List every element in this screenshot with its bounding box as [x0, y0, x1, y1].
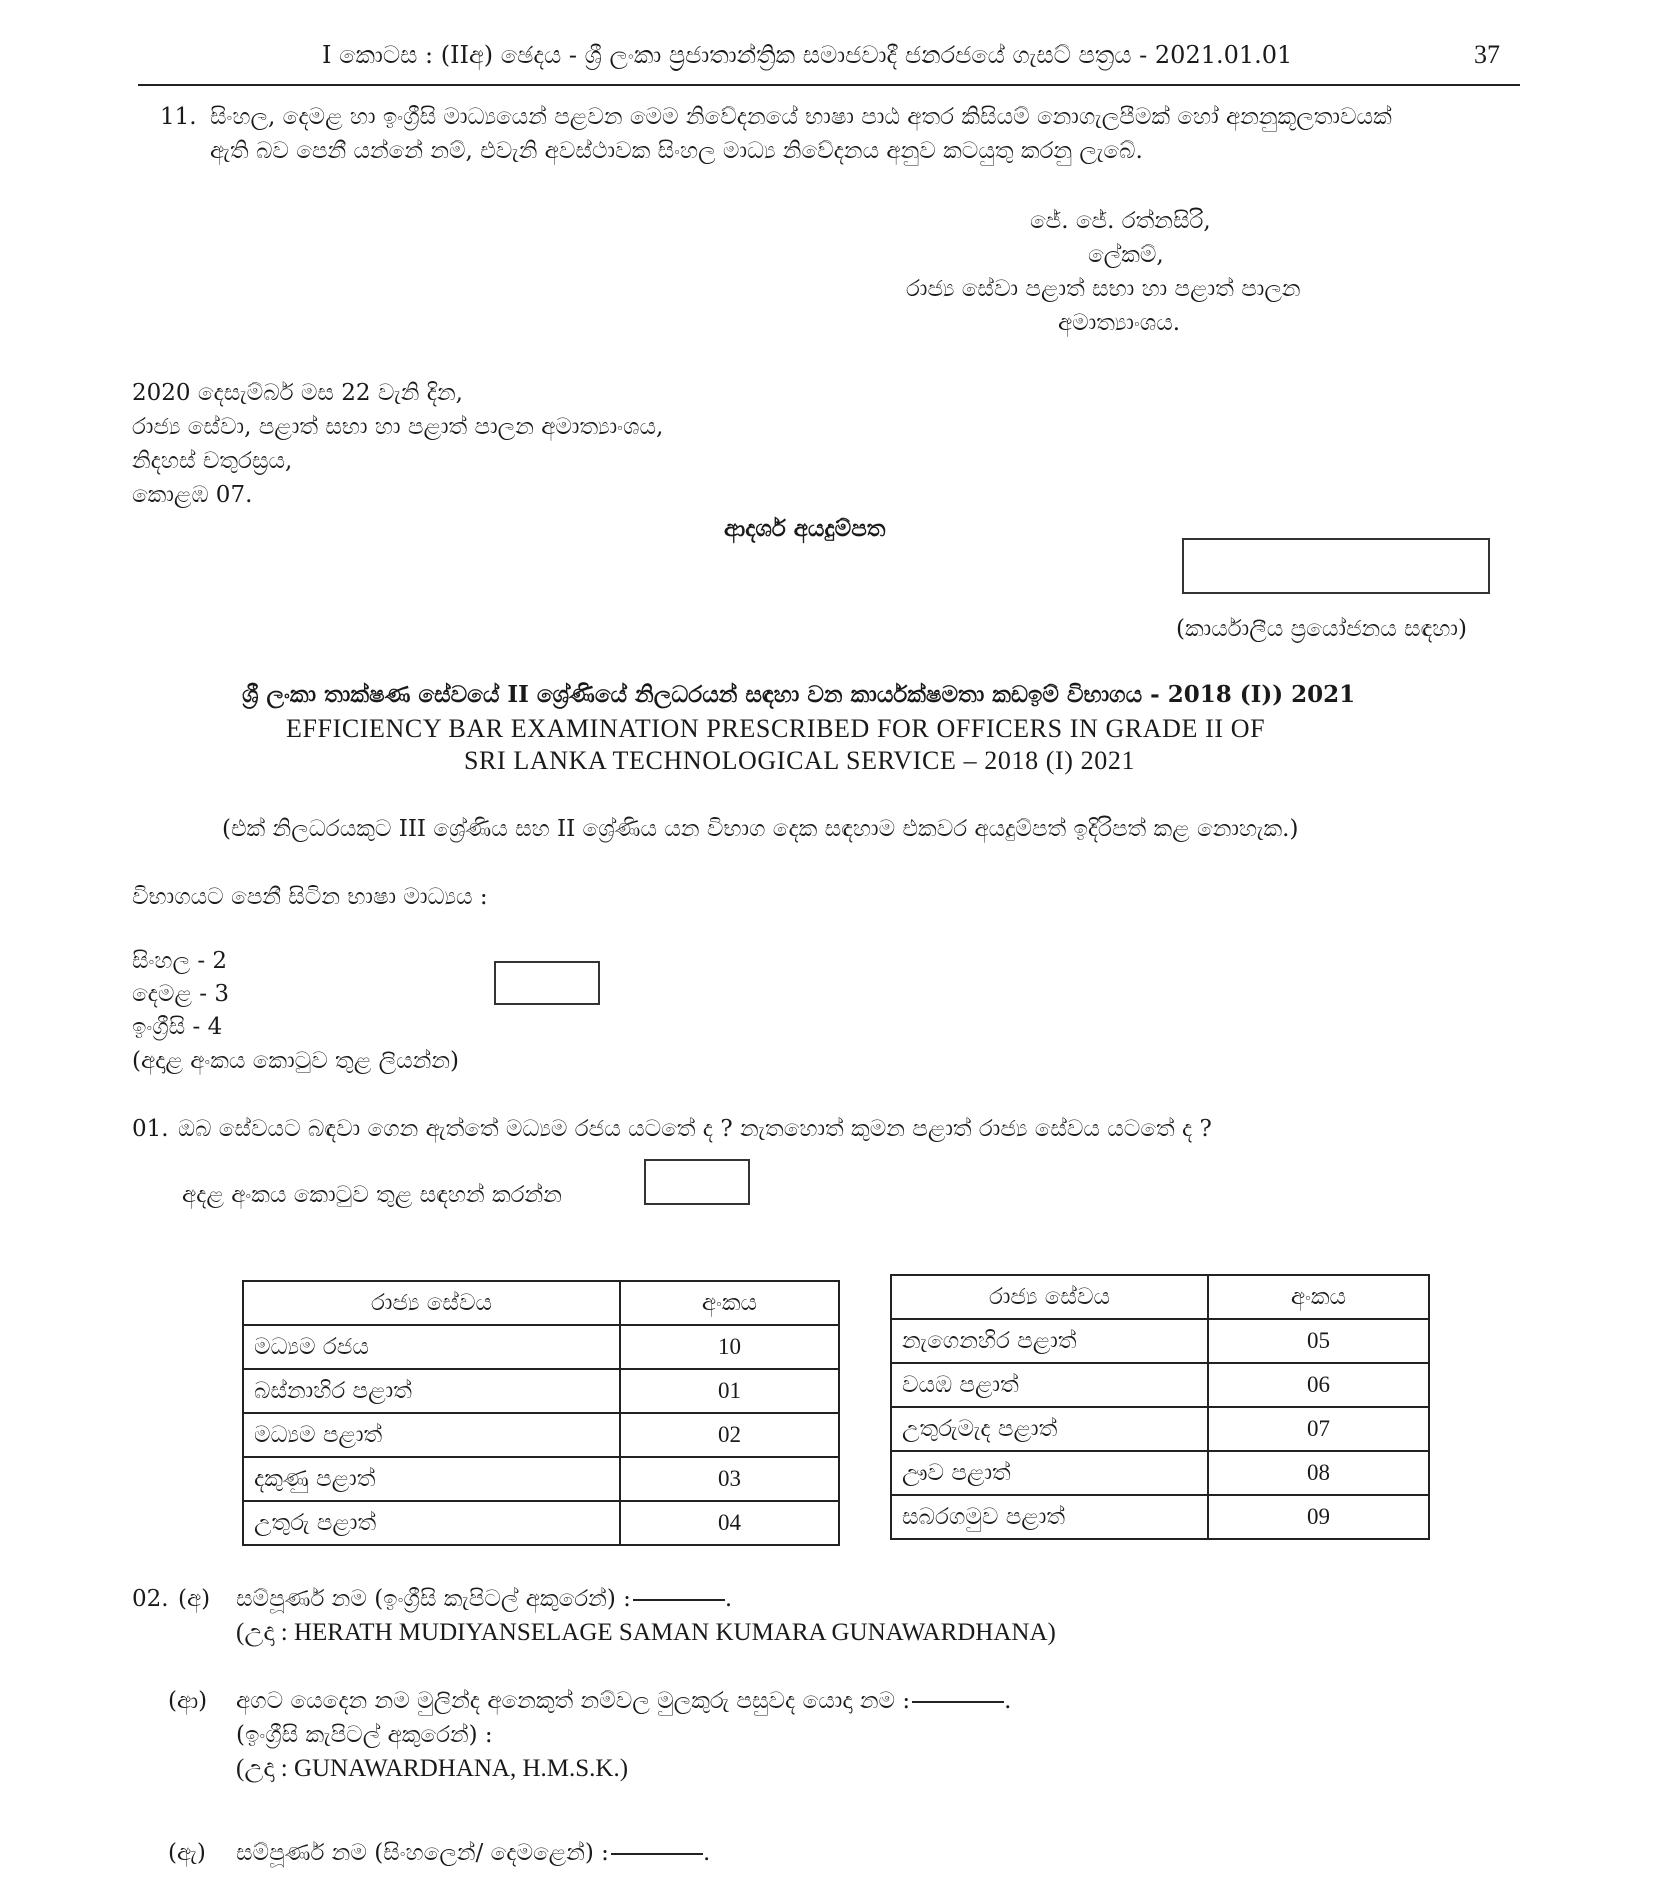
header-service: රාජ්‍ය සේවය: [891, 1275, 1208, 1319]
service-code: 04: [620, 1501, 839, 1545]
service-code: 02: [620, 1413, 839, 1457]
header-rule: [138, 84, 1520, 86]
table-row: [891, 1319, 1429, 1363]
q01-question: ඔබ සේවයට බඳවා ගෙන ඇත්තේ මධ්‍යම රජය යටතේ ද ? නැතහොත් කුමන පළාත් රාජ්‍ය සේවය යටතේ ද ?: [178, 1116, 1212, 1142]
q02-aa-blank[interactable]: [912, 1701, 1004, 1703]
table-row: [891, 1363, 1429, 1407]
q02-aa-period: .: [1004, 1688, 1012, 1714]
exam-title-english-line2: SRI LANKA TECHNOLOGICAL SERVICE – 2018 (I) 2021: [464, 746, 1136, 775]
note: (එක් නිලධරයකුට III ශ්‍රේණිය සහ II ශ්‍රේණිය යන විභාග දෙක සඳහාම එකවර අයදුම්පත් ඉදිරිපත් කළ නොහැක.): [222, 816, 1299, 842]
signatory-name: ජේ. ජේ. රත්නසිරි,: [1030, 208, 1211, 234]
service-table-left: [242, 1280, 840, 1546]
service-name: උතුරු පළාත්: [243, 1501, 620, 1545]
service-name: දකුණු පළාත්: [243, 1457, 620, 1501]
exam-title-sinhala: ශ්‍රී ලංකා තාක්ෂණ සේවයේ II ශ්‍රේණියේ නිලධරයන් සඳහා වන කාර්යක්ෂමතා කඩඉම් විභාගය - 2018 (I)) 2021: [242, 681, 1356, 708]
language-medium-label: විභාගයට පෙනී සිටින භාෂා මාධ්‍යය :: [132, 884, 488, 910]
ministry-line1: රාජ්‍ය සේවා පළාත් සභා හා පළාත් පාලන: [906, 276, 1301, 302]
q02-aa-sublabel: (ඉංග්‍රීසි කැපිටල් අකුරෙන්) :: [236, 1722, 493, 1748]
table-row: [243, 1369, 839, 1413]
table-row: [243, 1413, 839, 1457]
service-name: මධ්‍යම රජය: [243, 1325, 620, 1369]
table-row: [243, 1325, 839, 1369]
language-instruction: (අදාළ අංකය කොටුව තුළ ලියන්න): [132, 1048, 459, 1074]
address-line1: රාජ්‍ය සේවා, පළාත් සභා හා පළාත් පාලන අමාත්‍යාංශය,: [132, 414, 664, 440]
q02-ae-marker: (ඇ): [168, 1840, 206, 1866]
table-header-row: [891, 1275, 1429, 1319]
q02-ae-blank[interactable]: [611, 1853, 703, 1855]
service-code: 06: [1208, 1363, 1429, 1407]
service-code: 05: [1208, 1319, 1429, 1363]
clause-text-line1: සිංහල, දෙමළ හා ඉංග්‍රීසි මාධ්‍යයෙන් පළවන මෙම නිවේදනයේ භාෂා පාඨ අතර කිසියම් නොගැලපීමක් හෝ අනනුකූලතාවයක්: [210, 104, 1392, 130]
address-date: 2020 දෙසැම්බර් මස 22 වැනි දින,: [132, 380, 463, 406]
table-header-row: [243, 1281, 839, 1325]
service-code: 08: [1208, 1451, 1429, 1495]
address-line2: නිදහස් චතුරස්‍රය,: [132, 448, 293, 474]
service-name: මධ්‍යම පළාත්: [243, 1413, 620, 1457]
address-line3: කොළඹ 07.: [132, 482, 253, 508]
table-row: [891, 1451, 1429, 1495]
service-name: බස්නාහිර පළාත්: [243, 1369, 620, 1413]
page-number: 37: [1474, 40, 1500, 69]
service-code: 03: [620, 1457, 839, 1501]
q01-number: 01.: [132, 1116, 169, 1142]
language-option-english: ඉංග්‍රීසි - 4: [132, 1014, 223, 1040]
language-code-box[interactable]: [494, 961, 600, 1005]
table-row: [243, 1457, 839, 1501]
service-name: නැගෙනහිර පළාත්: [891, 1319, 1208, 1363]
table-row: [891, 1495, 1429, 1539]
q02-number: 02.: [132, 1586, 169, 1612]
language-option-tamil: දෙමළ - 3: [132, 981, 229, 1007]
service-code: 09: [1208, 1495, 1429, 1539]
q02-a-blank[interactable]: [633, 1599, 725, 1601]
q02-aa-label: අගට යෙදෙන නම මුලින්ද අනෙකුත් නම්වල මුලකුරු පසුවද යොදා නම :: [236, 1688, 911, 1714]
service-code: 07: [1208, 1407, 1429, 1451]
q02-a-label: සම්පූර්ණ නම (ඉංග්‍රීසි කැපිටල් අකුරෙන්) :: [236, 1586, 631, 1612]
q02-a-line: [236, 1582, 732, 1616]
table-row: [243, 1501, 839, 1545]
q02-ae-period: .: [702, 1840, 711, 1866]
header-code: අංකය: [620, 1281, 839, 1325]
q01-instruction: අදළ අංකය කොටුව තුළ සඳහන් කරන්න: [182, 1182, 562, 1208]
service-name: උතුරුමැද පළාත්: [891, 1407, 1208, 1451]
office-use-box[interactable]: [1182, 538, 1490, 594]
service-table-right: [890, 1274, 1430, 1540]
service-code: 01: [620, 1369, 839, 1413]
ministry-line2: අමාත්‍යාංශය.: [1058, 310, 1181, 336]
q02-a-period: .: [724, 1586, 733, 1612]
table-row: [891, 1407, 1429, 1451]
language-option-sinhala: සිංහල - 2: [132, 948, 228, 974]
q02-ae-line: [236, 1836, 710, 1870]
q02-ae-label: සම්පූර්ණ නම (සිංහලෙන්/ දෙමළෙන්) :: [236, 1840, 609, 1866]
exam-title-english-line1: EFFICIENCY BAR EXAMINATION PRESCRIBED FOR OFFICERS IN GRADE II OF: [286, 714, 1266, 743]
service-name: වයඹ පළාත්: [891, 1363, 1208, 1407]
header-service: රාජ්‍ය සේවය: [243, 1281, 620, 1325]
service-code: 10: [620, 1325, 839, 1369]
form-heading: ආදර්ශ අයදුම්පත: [724, 515, 886, 542]
clause-number: 11.: [160, 104, 197, 130]
q02-a-example: (උදා : HERATH MUDIYANSELAGE SAMAN KUMARA GUNAWARDHANA): [236, 1619, 1056, 1646]
service-name: සබරගමුව පළාත්: [891, 1495, 1208, 1539]
q02-aa-example: (උදා : GUNAWARDHANA, H.M.S.K.): [236, 1755, 629, 1782]
signatory-title: ලේකම්,: [1088, 242, 1164, 268]
running-title: I කොටස : (IIඅ) ඡෙදය - ශ්‍රී ලංකා ප්‍රජාතාන්ත්‍රික සමාජවාදී ජනරජයේ ගැසට් පත්‍රය - 2021.01.01: [322, 41, 1293, 69]
header-code: අංකය: [1208, 1275, 1429, 1319]
office-use-label: (කාර්යාලීය ප්‍රයෝජනය සඳහා): [1176, 616, 1467, 642]
service-code-box[interactable]: [644, 1159, 750, 1205]
q02-aa-marker: (ආ): [168, 1688, 208, 1714]
q02-aa-line: [236, 1684, 1011, 1718]
service-name: ඌව පළාත්: [891, 1451, 1208, 1495]
clause-text-line2: ඇති බව පෙනී යන්නේ නම්, එවැනි අවස්ථාවක සිංහල මාධ්‍ය නිවේදනය අනුව කටයුතු කරනු ලැබේ.: [210, 138, 1143, 164]
q02-a-marker: (අ): [178, 1586, 211, 1612]
